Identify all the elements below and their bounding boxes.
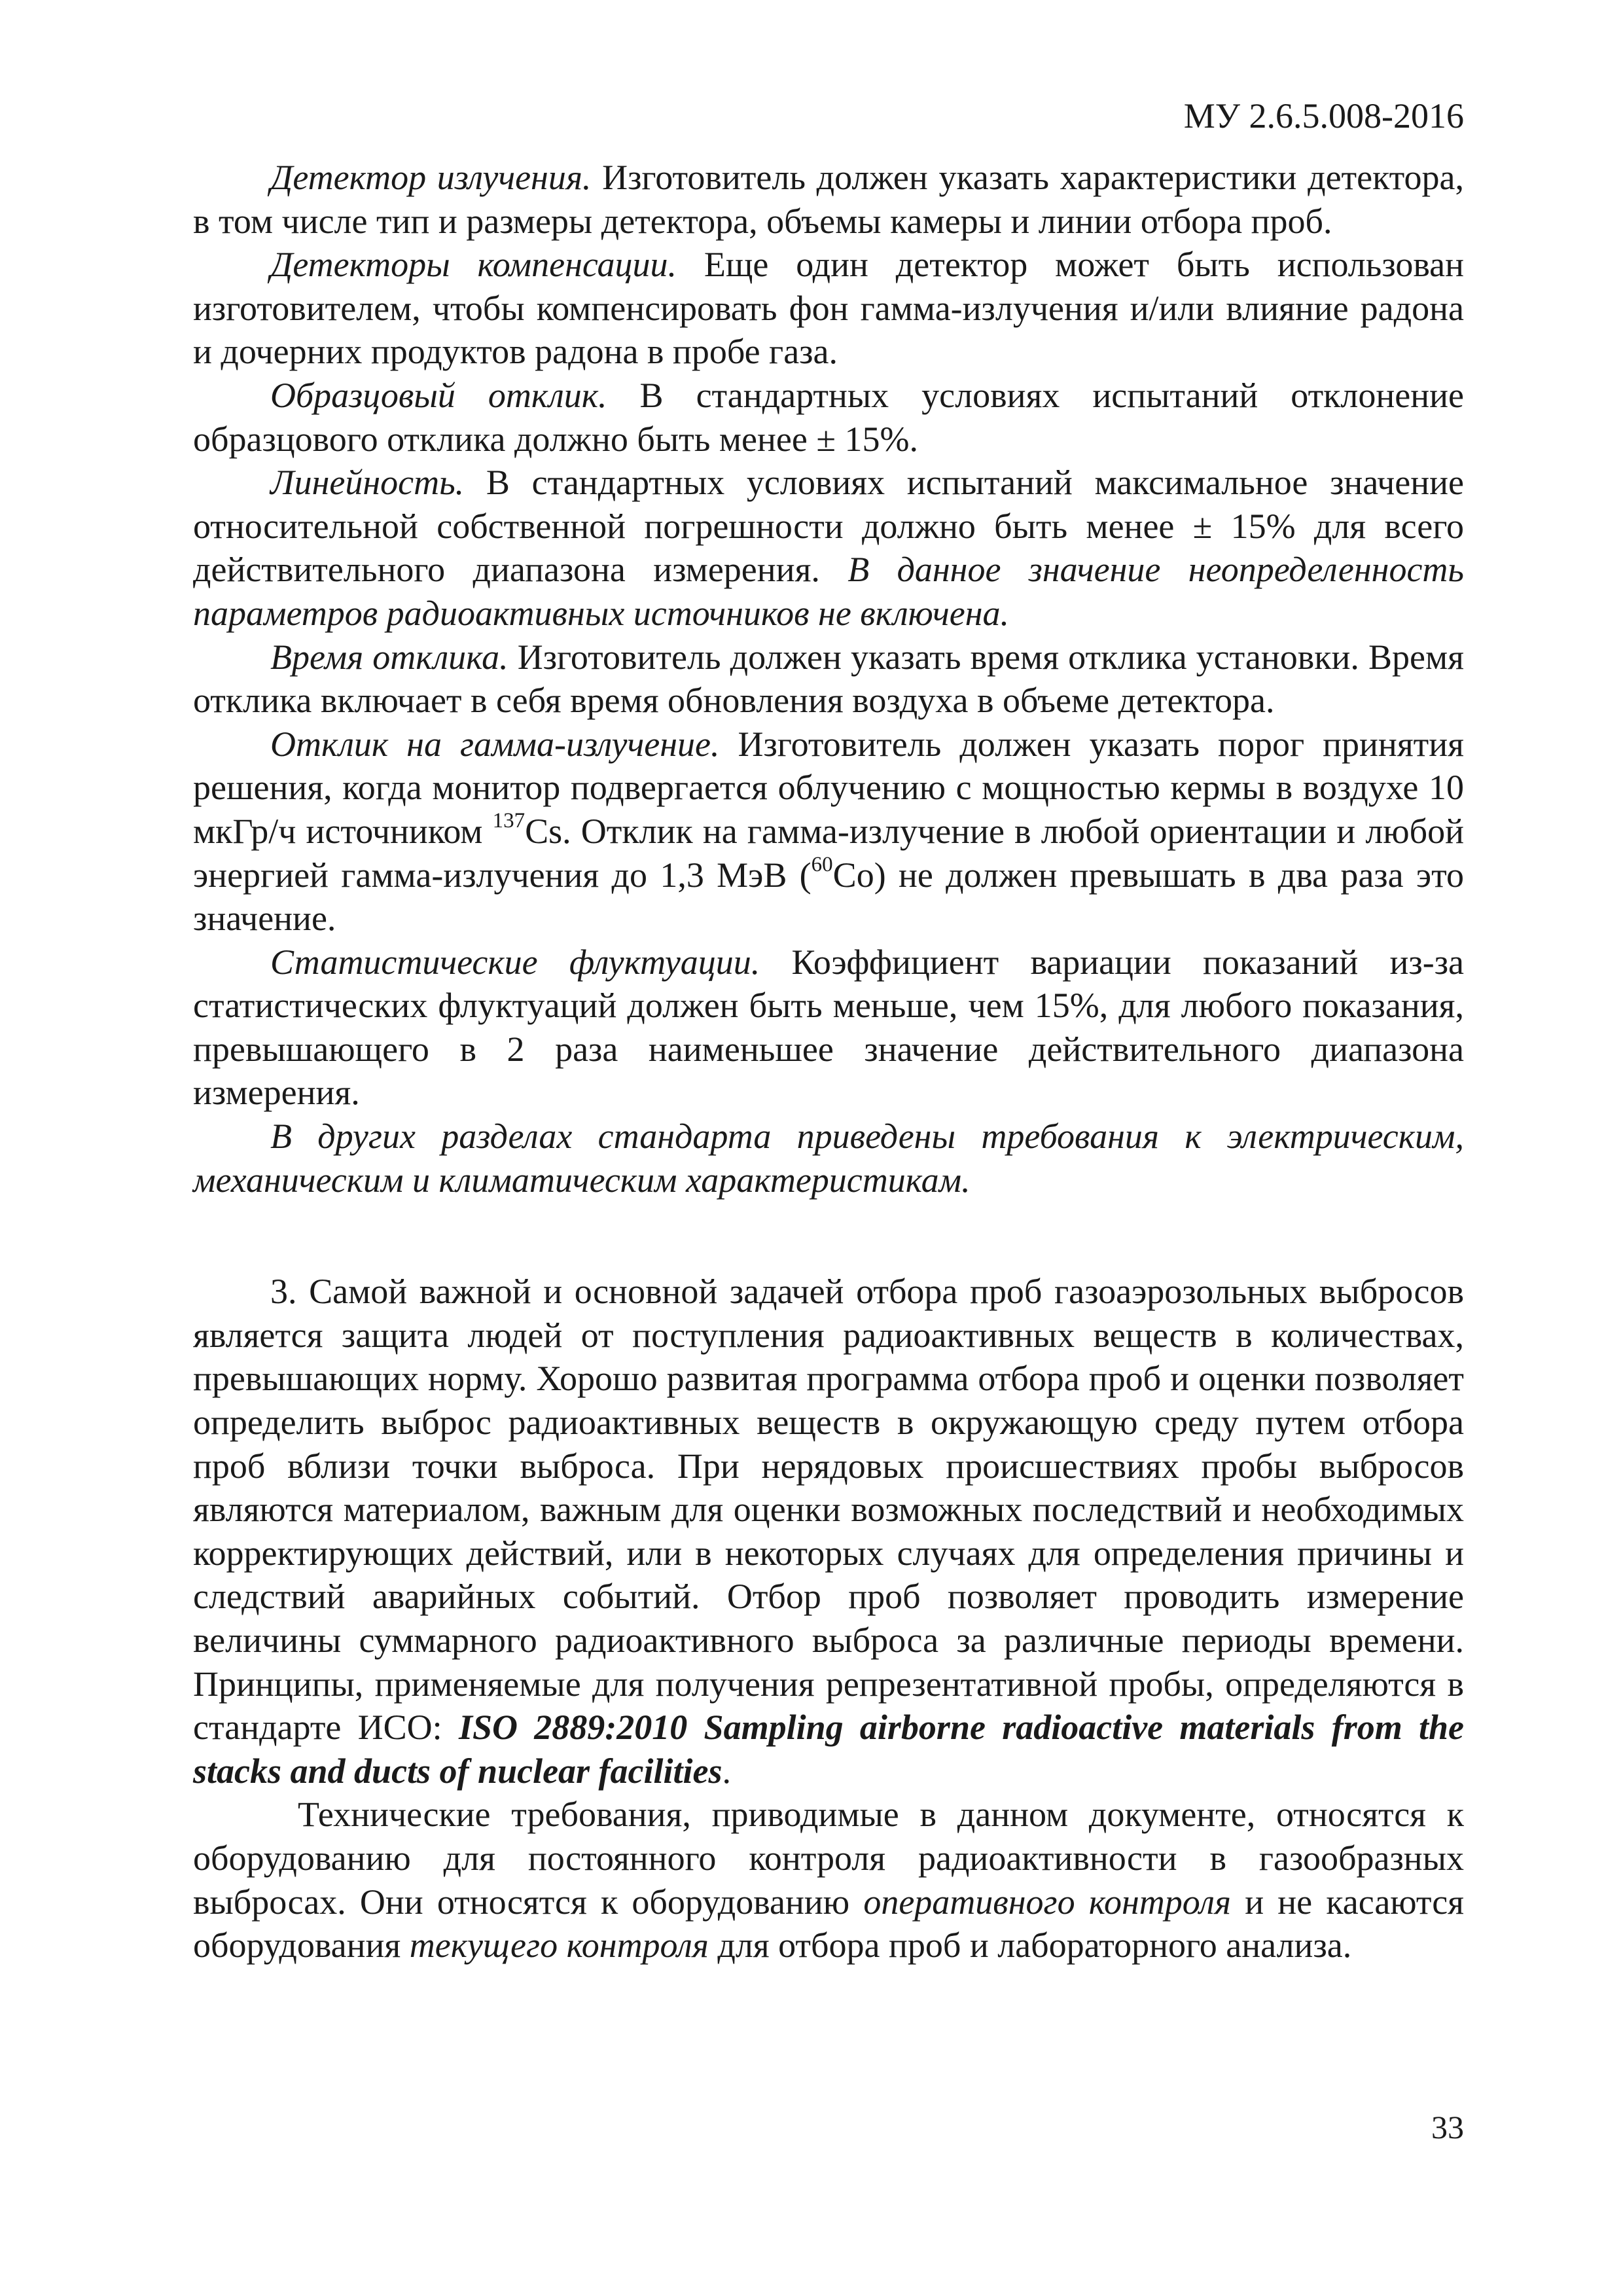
superscript-cs137: 137: [492, 808, 526, 833]
term-detector: Детектор излучения.: [270, 158, 592, 197]
text-response-time: Изготовитель должен указать время отклика установки. Время отклика включает в себя время обновления воздуха в объеме детектора.: [193, 637, 1464, 721]
term-current-control: текущего контроля: [409, 1926, 709, 1965]
paragraph-detector: [193, 156, 1464, 243]
text-compensation: Еще один детектор может быть использован изготовителем, чтобы компенсировать фон гамма-излучения и/или влияние радона и дочерних продуктов радона в пробе газа.: [193, 245, 1464, 372]
text-gamma-response-2: Cs. Отклик на гамма-излучение в любой ориентации и любой энергией гамма-излучения до 1,3 МэВ (: [193, 811, 1464, 895]
paragraph-statistical: [193, 941, 1464, 1115]
term-gamma-response: Отклик на гамма-излучение.: [270, 724, 720, 764]
text-gamma-response-3: Co) не должен превышать в два раза это значение.: [193, 855, 1464, 939]
text-section-3: 3. Самой важной и основной задачей отбора проб газоаэрозольных выбросов является защита людей от поступления радиоактивных веществ в количествах, превышающих норму. Хорошо развитая программа отбора проб и оценки позволяет определить выброс радиоактивных веществ в окружающую среду путем отбора проб вблизи точки выброса. При нерядовых происшествиях пробы выбросов являются материалом, важным для оценки возможных последствий и необходимых корректирующих действий, или в некоторых случаях для определения причины и следствий аварийных событий. Отбор проб позволяет проводить измерение величины суммарного радиоактивного выброса за различные периоды времени. Принципы, применяемые для получения репрезентативной пробы, определяются в стандарте ИСО:: [193, 1272, 1464, 1748]
paragraph-technical: [193, 1793, 1464, 1967]
paragraph-gamma-response: [193, 723, 1464, 941]
text-gamma-response-1: Изготовитель должен указать порог принятия решения, когда монитор подвергается облучению с мощностью кермы в воздухе 10 мкГр/ч источником: [193, 724, 1464, 851]
term-linearity: Линейность.: [270, 463, 465, 503]
term-response-time: Время отклика.: [270, 637, 508, 677]
note-linearity: В данное значение неопределенность параметров радиоактивных источников не включена.: [193, 550, 1464, 633]
paragraph-other-sections: [193, 1115, 1464, 1202]
paragraph-response-time: [193, 636, 1464, 723]
text-technical-3: для отбора проб и лабораторного анализа.: [708, 1926, 1352, 1965]
page-number: 33: [1431, 2109, 1464, 2145]
term-operative-control: оперативного контроля: [863, 1882, 1232, 1922]
paragraph-reference-response: [193, 374, 1464, 461]
text-technical-1: Технические требования, приводимые в данном документе, относятся к оборудованию для постоянного контроля радиоактивности в газообразных выбросах. Они относятся к оборудованию: [193, 1795, 1464, 1922]
term-compensation: Детекторы компенсации.: [270, 245, 677, 285]
superscript-co60: 60: [811, 852, 833, 876]
paragraph-linearity: [193, 461, 1464, 635]
text-other-sections: В других разделах стандарта приведены требования к электрическим, механическим и климатическим характеристикам.: [193, 1117, 1464, 1200]
text-technical-2: и не касаются оборудования: [193, 1882, 1464, 1965]
page-body: [193, 156, 1464, 1967]
text-reference-response: В стандартных условиях испытаний отклонение образцового отклика должно быть менее ± 15%.: [193, 375, 1464, 459]
paragraph-compensation: [193, 243, 1464, 374]
paragraph-section-3: [193, 1270, 1464, 1793]
document-code: МУ 2.6.5.008-2016: [1183, 96, 1464, 135]
iso-standard-reference: ISO 2889:2010 Sampling airborne radioactive materials from the stacks and ducts of nuclear facilities: [193, 1708, 1464, 1791]
text-detector: Изготовитель должен указать характеристики детектора, в том числе тип и размеры детектора, объемы камеры и линии отбора проб.: [193, 158, 1464, 241]
text-linearity: В стандартных условиях испытаний максимальное значение относительной собственной погрешности должно быть менее ± 15% для всего действительного диапазона измерения.: [193, 463, 1464, 590]
text-statistical: Коэффициент вариации показаний из-за статистических флуктуаций должен быть меньше, чем 15%, для любого показания, превышающего в 2 раза наименьшее значение действительного диапазона измерения.: [193, 942, 1464, 1113]
term-reference-response: Образцовый отклик.: [270, 375, 607, 415]
text-section-3-end: .: [722, 1751, 731, 1791]
term-statistical: Статистические флуктуации.: [270, 942, 760, 982]
